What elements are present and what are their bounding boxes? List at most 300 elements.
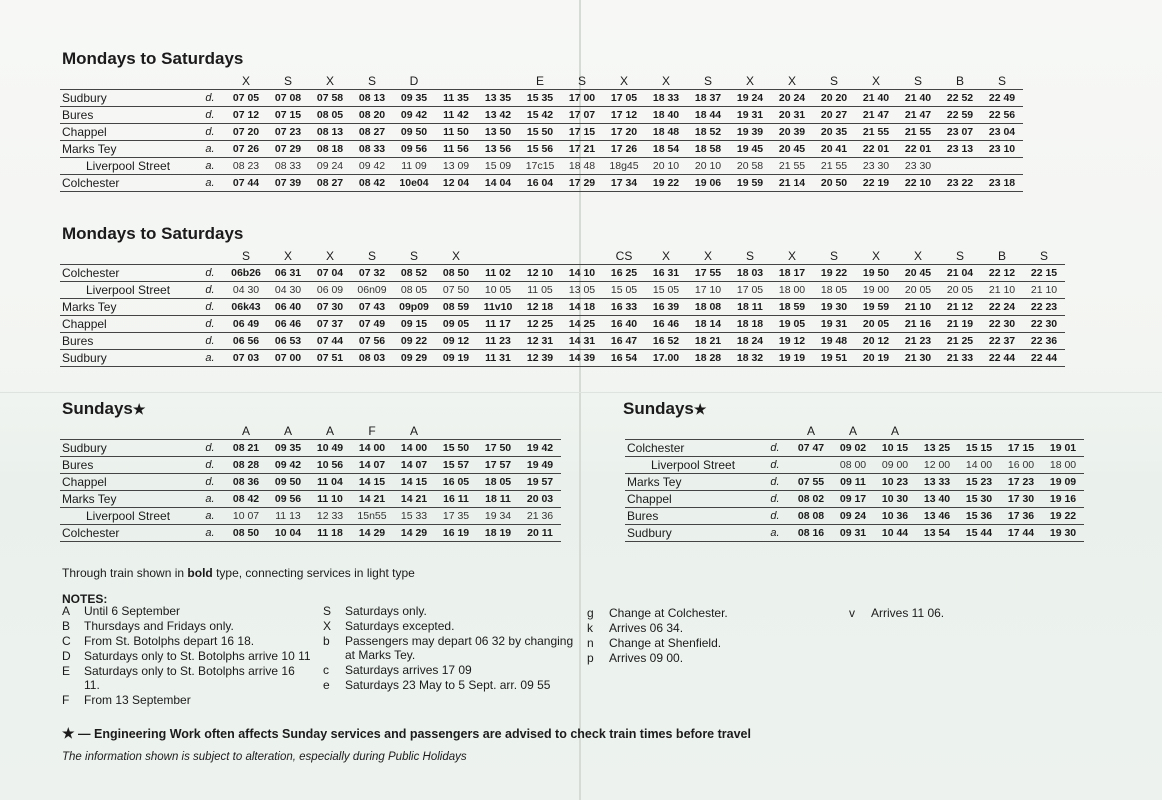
time-cell: 13 50 [477, 124, 519, 141]
service-code: S [745, 249, 754, 263]
note-key: B [62, 619, 71, 633]
service-code: X [241, 74, 250, 88]
time-cell: 06 56 [225, 333, 267, 350]
time-cell: 21 25 [939, 333, 981, 350]
time-cell: 12 25 [519, 316, 561, 333]
time-cell: 13 56 [477, 141, 519, 158]
time-cell: 10 07 [225, 508, 267, 525]
time-cell: 08 52 [393, 265, 435, 282]
station-name: Colchester [60, 525, 195, 542]
station-name: Marks Tey [625, 474, 760, 491]
time-cell: 12 39 [519, 350, 561, 367]
station-name: Chappel [60, 316, 195, 333]
time-cell: 19 05 [771, 316, 813, 333]
time-cell: 19 31 [813, 316, 855, 333]
time-cell: 10 49 [309, 440, 351, 457]
time-cell: 18 54 [645, 141, 687, 158]
time-cell: 14 29 [351, 525, 393, 542]
time-cell: 09 24 [832, 508, 874, 525]
time-cell [939, 158, 981, 175]
time-cell: 16 54 [603, 350, 645, 367]
time-cell: 07 00 [267, 350, 309, 367]
service-code: X [871, 74, 880, 88]
time-cell: 09 19 [435, 350, 477, 367]
time-cell: 17 05 [603, 90, 645, 107]
time-cell: 12 33 [309, 508, 351, 525]
arr-dep-marker: a. [195, 158, 225, 175]
note-key: n [587, 636, 594, 650]
time-cell: 21 40 [855, 90, 897, 107]
time-cell: 20 45 [771, 141, 813, 158]
time-cell: 20 10 [687, 158, 729, 175]
time-cell: 08 27 [309, 175, 351, 192]
time-cell: 08 02 [790, 491, 832, 508]
time-cell: 10 36 [874, 508, 916, 525]
time-cell: 08 16 [790, 525, 832, 542]
station-name: Chappel [625, 491, 760, 508]
time-cell: 08 33 [351, 141, 393, 158]
time-cell: 18 48 [645, 124, 687, 141]
time-cell: 11v10 [477, 299, 519, 316]
service-code: A [848, 424, 857, 438]
time-cell: 08 33 [267, 158, 309, 175]
time-cell: 21 55 [771, 158, 813, 175]
time-cell: 19 22 [813, 265, 855, 282]
through-train-note: Through train shown in bold type, connecting services in light type [62, 566, 415, 580]
blank-cell [60, 423, 195, 440]
time-cell: 23 22 [939, 175, 981, 192]
note-item [323, 634, 578, 662]
timetable-row [625, 508, 1084, 525]
time-cell: 18 24 [729, 333, 771, 350]
service-code: X [661, 249, 670, 263]
time-cell: 09 29 [393, 350, 435, 367]
time-cell: 21 47 [855, 107, 897, 124]
time-cell: 20 35 [813, 124, 855, 141]
arr-dep-marker: d. [195, 299, 225, 316]
note-text: Until 6 September [84, 604, 181, 618]
time-cell: 09 56 [393, 141, 435, 158]
section-title-sundays-2: Sundays★ [623, 399, 707, 418]
arr-dep-marker: a. [195, 350, 225, 367]
time-cell: 19 09 [1042, 474, 1084, 491]
time-cell: 07 04 [309, 265, 351, 282]
time-cell: 08 18 [309, 141, 351, 158]
timetable-row [625, 525, 1084, 542]
star-icon: ★ [132, 401, 146, 417]
time-cell: 08 42 [351, 175, 393, 192]
time-cell: 09 15 [393, 316, 435, 333]
arr-dep-marker: d. [760, 474, 790, 491]
time-cell: 06 40 [267, 299, 309, 316]
time-cell: 08 23 [225, 158, 267, 175]
timetable-row [60, 299, 1065, 316]
time-cell: 15 05 [603, 282, 645, 299]
time-cell: 09 42 [267, 457, 309, 474]
service-code: D [409, 74, 419, 88]
time-cell: 07 32 [351, 265, 393, 282]
time-cell: 07 44 [225, 175, 267, 192]
timetable-sundays-inbound [625, 423, 1084, 542]
time-cell: 09 42 [393, 107, 435, 124]
time-cell: 08 03 [351, 350, 393, 367]
time-cell: 08 05 [393, 282, 435, 299]
time-cell: 15 44 [958, 525, 1000, 542]
time-cell: 06 46 [267, 316, 309, 333]
timetable-row [625, 440, 1084, 457]
time-cell: 07 20 [225, 124, 267, 141]
time-cell: 15 56 [519, 141, 561, 158]
note-item [587, 606, 827, 620]
note-item [323, 619, 578, 633]
time-cell: 11 31 [477, 350, 519, 367]
time-cell: 22 44 [981, 350, 1023, 367]
note-item [323, 663, 578, 677]
time-cell: 16 11 [435, 491, 477, 508]
time-cell: 07 55 [790, 474, 832, 491]
time-cell: 17c15 [519, 158, 561, 175]
time-cell: 17 44 [1000, 525, 1042, 542]
time-cell: 21 55 [897, 124, 939, 141]
time-cell: 20 11 [519, 525, 561, 542]
time-cell: 10 44 [874, 525, 916, 542]
time-cell: 06 49 [225, 316, 267, 333]
time-cell: 21 16 [897, 316, 939, 333]
service-code: S [997, 74, 1006, 88]
time-cell: 22 19 [855, 175, 897, 192]
time-cell: 14 21 [393, 491, 435, 508]
service-code: A [283, 424, 292, 438]
time-cell: 07 39 [267, 175, 309, 192]
time-cell: 18 11 [729, 299, 771, 316]
timetable-sundays-outbound [60, 423, 561, 542]
note-item [323, 604, 578, 618]
section-title-sundays-1: Sundays★ [62, 399, 146, 418]
time-cell: 22 23 [1023, 299, 1065, 316]
time-cell: 09 50 [267, 474, 309, 491]
arr-dep-marker: d. [195, 90, 225, 107]
service-code: X [787, 74, 796, 88]
time-cell: 17 35 [435, 508, 477, 525]
time-cell: 07 37 [309, 316, 351, 333]
note-text: Arrives 11 06. [871, 606, 945, 620]
service-code: S [913, 74, 922, 88]
station-name: Liverpool Street [60, 508, 195, 525]
note-key: X [323, 619, 332, 633]
time-cell: 17 21 [561, 141, 603, 158]
time-cell: 08 59 [435, 299, 477, 316]
engineering-notice: ★ — Engineering Work often affects Sunday services and passengers are advised to check train times before travel [62, 725, 751, 741]
station-name: Colchester [60, 175, 195, 192]
time-cell: 17.00 [645, 350, 687, 367]
arr-dep-marker: d. [195, 474, 225, 491]
timetable-row [60, 508, 561, 525]
notes-column-3 [587, 606, 827, 666]
time-cell: 19 34 [477, 508, 519, 525]
timetable-row [60, 282, 1065, 299]
service-code: X [745, 74, 754, 88]
time-cell: 19 30 [1042, 525, 1084, 542]
note-item [62, 619, 312, 633]
service-code [1042, 423, 1084, 440]
time-cell: 20 41 [813, 141, 855, 158]
time-cell: 21 47 [897, 107, 939, 124]
arr-dep-marker: d. [760, 440, 790, 457]
time-cell: 20 50 [813, 175, 855, 192]
time-cell: 16 52 [645, 333, 687, 350]
note-item [62, 649, 312, 663]
time-cell: 13 40 [916, 491, 958, 508]
station-name: Marks Tey [60, 141, 195, 158]
service-code: S [829, 249, 838, 263]
note-item [62, 634, 312, 648]
time-cell: 12 10 [519, 265, 561, 282]
note-key: b [323, 634, 330, 648]
time-cell: 21 30 [897, 350, 939, 367]
notes-column-1 [62, 604, 312, 708]
time-cell: 23 18 [981, 175, 1023, 192]
time-cell: 08 08 [790, 508, 832, 525]
station-name: Marks Tey [60, 299, 195, 316]
time-cell: 21 33 [939, 350, 981, 367]
service-code: X [283, 249, 292, 263]
time-cell: 14 15 [351, 474, 393, 491]
time-cell: 18 33 [645, 90, 687, 107]
time-cell: 20 24 [771, 90, 813, 107]
time-cell: 10 56 [309, 457, 351, 474]
time-cell: 16 25 [603, 265, 645, 282]
timetable-row [60, 440, 561, 457]
time-cell: 11 56 [435, 141, 477, 158]
time-cell: 14 10 [561, 265, 603, 282]
time-cell: 18 44 [687, 107, 729, 124]
time-cell: 19 22 [645, 175, 687, 192]
arr-dep-marker: d. [195, 457, 225, 474]
time-cell: 20 31 [771, 107, 813, 124]
timetable-row [625, 474, 1084, 491]
note-item [62, 664, 312, 692]
section-title-mon-sat-2: Mondays to Saturdays [62, 224, 244, 243]
time-cell: 15 57 [435, 457, 477, 474]
time-cell: 08 50 [225, 525, 267, 542]
note-key: p [587, 651, 594, 665]
service-code: S [283, 74, 292, 88]
station-name: Bures [60, 333, 195, 350]
time-cell: 07 58 [309, 90, 351, 107]
time-cell: 22 01 [897, 141, 939, 158]
service-code: S [367, 249, 376, 263]
time-cell: 18 28 [687, 350, 729, 367]
time-cell: 11 42 [435, 107, 477, 124]
service-code [477, 73, 519, 90]
timetable-row [625, 457, 1084, 474]
time-cell: 11 23 [477, 333, 519, 350]
timetable-row [60, 350, 1065, 367]
note-key: v [849, 606, 855, 620]
station-name: Sudbury [625, 525, 760, 542]
time-cell: 07 05 [225, 90, 267, 107]
station-name: Bures [625, 508, 760, 525]
note-key: k [587, 621, 593, 635]
note-text: Saturdays only to St. Botolphs arrive 16 11. [84, 664, 295, 692]
time-cell: 11 50 [435, 124, 477, 141]
note-item [62, 693, 312, 707]
time-cell: 19 57 [519, 474, 561, 491]
time-cell: 09 05 [435, 316, 477, 333]
time-cell: 20 05 [939, 282, 981, 299]
time-cell: 15 36 [958, 508, 1000, 525]
time-cell: 17 20 [603, 124, 645, 141]
alteration-notice: The information shown is subject to alteration, especially during Public Holidays [62, 751, 467, 763]
time-cell: 16 47 [603, 333, 645, 350]
service-code: S [241, 249, 250, 263]
timetable-row [60, 265, 1065, 282]
code-header-row [60, 423, 561, 440]
note-key: e [323, 678, 330, 692]
time-cell: 20 39 [771, 124, 813, 141]
time-cell: 19 45 [729, 141, 771, 158]
time-cell: 22 52 [939, 90, 981, 107]
time-cell: 09 42 [351, 158, 393, 175]
note-text: From St. Botolphs depart 16 18. [84, 634, 255, 648]
time-cell: 17 29 [561, 175, 603, 192]
service-code: X [913, 249, 922, 263]
arr-dep-marker: d. [195, 316, 225, 333]
time-cell: 19 16 [1042, 491, 1084, 508]
time-cell: 22 36 [1023, 333, 1065, 350]
time-cell: 14 18 [561, 299, 603, 316]
arr-dep-marker: a. [195, 491, 225, 508]
service-code [519, 248, 561, 265]
service-code: S [577, 74, 586, 88]
time-cell: 09p09 [393, 299, 435, 316]
time-cell: 08 42 [225, 491, 267, 508]
time-cell: 18 59 [771, 299, 813, 316]
time-cell: 18 05 [813, 282, 855, 299]
service-code: A [325, 424, 334, 438]
timetable-row [60, 158, 1023, 175]
station-name: Marks Tey [60, 491, 195, 508]
time-cell: 07 23 [267, 124, 309, 141]
time-cell: 18 05 [477, 474, 519, 491]
time-cell [790, 457, 832, 474]
arr-dep-marker: d. [760, 491, 790, 508]
time-cell: 21 55 [813, 158, 855, 175]
time-cell: 20 03 [519, 491, 561, 508]
service-code [519, 423, 561, 440]
time-cell: 07 15 [267, 107, 309, 124]
time-cell: 21 55 [855, 124, 897, 141]
star-icon: ★ [693, 401, 707, 417]
service-code: X [787, 249, 796, 263]
time-cell: 09 35 [393, 90, 435, 107]
time-cell: 07 12 [225, 107, 267, 124]
time-cell: 14 25 [561, 316, 603, 333]
time-cell: 17 00 [561, 90, 603, 107]
station-name: Liverpool Street [60, 158, 195, 175]
time-cell: 07 43 [351, 299, 393, 316]
time-cell: 19 24 [729, 90, 771, 107]
time-cell: 18 32 [729, 350, 771, 367]
time-cell: 18 08 [687, 299, 729, 316]
time-cell: 06 31 [267, 265, 309, 282]
time-cell: 18 00 [771, 282, 813, 299]
service-code [958, 423, 1000, 440]
service-code: S [829, 74, 838, 88]
time-cell: 18 48 [561, 158, 603, 175]
time-cell: 18 17 [771, 265, 813, 282]
time-cell: 17 55 [687, 265, 729, 282]
service-code: B [997, 249, 1006, 263]
time-cell: 18 00 [1042, 457, 1084, 474]
time-cell: 20 20 [813, 90, 855, 107]
time-cell: 11 13 [267, 508, 309, 525]
code-header-row [60, 248, 1065, 265]
service-code: X [451, 249, 460, 263]
time-cell: 10e04 [393, 175, 435, 192]
service-code: S [367, 74, 376, 88]
time-cell: 16 46 [645, 316, 687, 333]
blank-cell [60, 73, 195, 90]
time-cell: 15 15 [958, 440, 1000, 457]
section-title-mon-sat-1: Mondays to Saturdays [62, 49, 244, 68]
arr-dep-marker: d. [195, 265, 225, 282]
time-cell: 19 30 [813, 299, 855, 316]
time-cell: 07 50 [435, 282, 477, 299]
time-cell: 19 39 [729, 124, 771, 141]
time-cell: 15 42 [519, 107, 561, 124]
blank-cell [195, 423, 225, 440]
time-cell: 16 31 [645, 265, 687, 282]
timetable-row [60, 457, 561, 474]
time-cell: 04 30 [225, 282, 267, 299]
station-name: Bures [60, 107, 195, 124]
time-cell: 08 00 [832, 457, 874, 474]
time-cell: 22 15 [1023, 265, 1065, 282]
notes-column-4 [849, 606, 1029, 621]
time-cell: 15 09 [477, 158, 519, 175]
service-code: A [806, 424, 815, 438]
time-cell: 14 07 [351, 457, 393, 474]
timetable-row [60, 90, 1023, 107]
time-cell: 16 05 [435, 474, 477, 491]
note-text: Saturdays only. [345, 604, 427, 618]
time-cell: 16 19 [435, 525, 477, 542]
time-cell: 10 05 [477, 282, 519, 299]
station-name: Colchester [60, 265, 195, 282]
time-cell: 16 33 [603, 299, 645, 316]
time-cell: 22 12 [981, 265, 1023, 282]
time-cell: 17 57 [477, 457, 519, 474]
time-cell: 09 11 [832, 474, 874, 491]
service-code [477, 248, 519, 265]
time-cell: 07 44 [309, 333, 351, 350]
service-code: X [325, 249, 334, 263]
service-code: A [890, 424, 899, 438]
time-cell: 13 46 [916, 508, 958, 525]
time-cell: 09 35 [267, 440, 309, 457]
service-code [435, 423, 477, 440]
time-cell: 17 15 [561, 124, 603, 141]
arr-dep-marker: d. [195, 333, 225, 350]
time-cell: 20 19 [855, 350, 897, 367]
blank-cell [760, 423, 790, 440]
time-cell: 17 36 [1000, 508, 1042, 525]
time-cell: 21 12 [939, 299, 981, 316]
timetable-row [60, 316, 1065, 333]
time-cell: 22 30 [1023, 316, 1065, 333]
arr-dep-marker: a. [760, 525, 790, 542]
